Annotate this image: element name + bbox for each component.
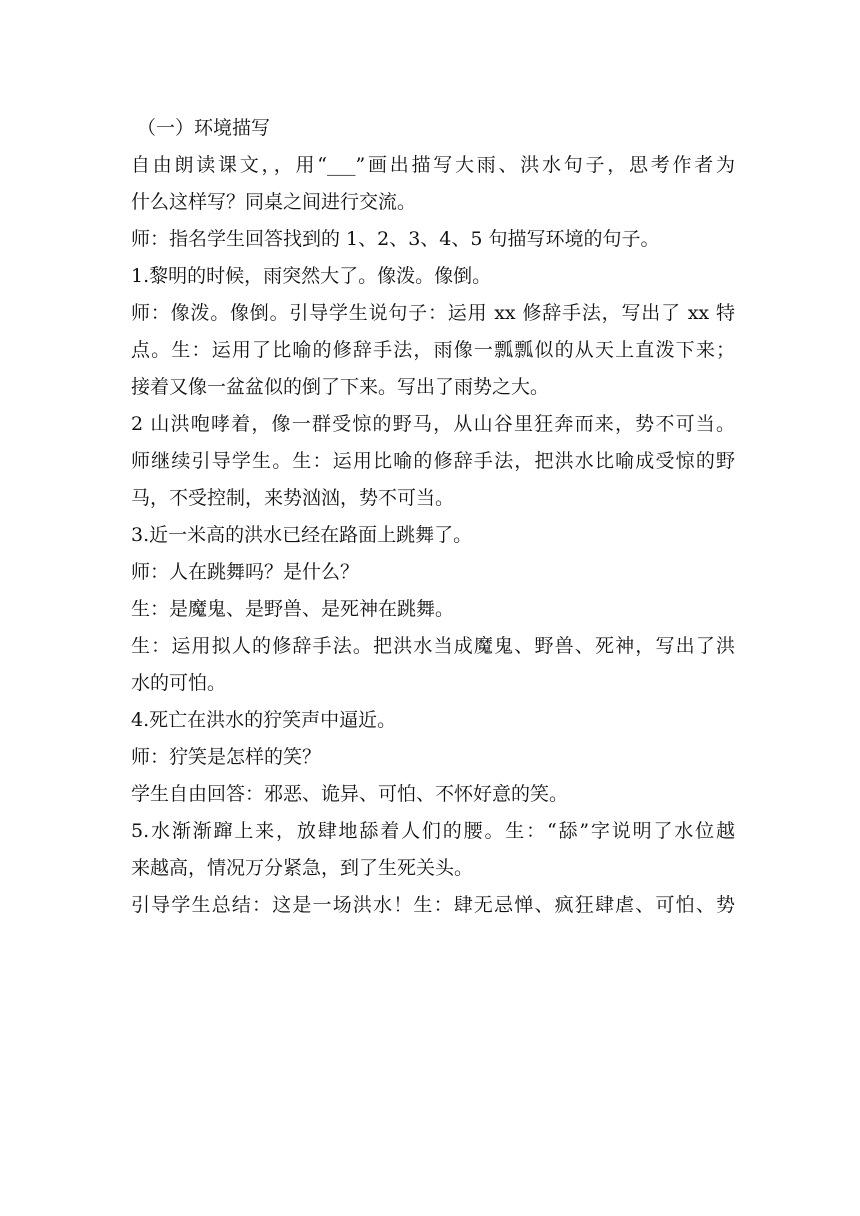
paragraph-line: 马，不受控制，来势汹汹，势不可当。 bbox=[131, 487, 455, 509]
paragraph-line: 1.黎明的时候，雨突然大了。像泼。像倒。 bbox=[131, 265, 492, 287]
paragraph-line: 3.近一米高的洪水已经在路面上跳舞了。 bbox=[131, 524, 473, 546]
paragraph-line: 生：运用拟人的修辞手法。把洪水当成魔鬼、野兽、死神，写出了洪 bbox=[131, 635, 735, 657]
paragraph-line: 师继续引导学生。生：运用比喻的修辞手法，把洪水比喻成受惊的野 bbox=[131, 450, 735, 472]
paragraph-line: 什么这样写？同桌之间进行交流。 bbox=[131, 191, 417, 213]
paragraph-line: 师：人在跳舞吗？是什么？ bbox=[131, 561, 360, 583]
paragraph-line: 2 山洪咆哮着，像一群受惊的野马，从山谷里狂奔而来，势不可当。 bbox=[131, 413, 735, 435]
paragraph-line: 接着又像一盆盆似的倒了下来。写出了雨势之大。 bbox=[131, 376, 550, 398]
paragraph-line: 5.水渐渐蹿上来，放肆地舔着人们的腰。生：“舔”字说明了水位越 bbox=[131, 820, 735, 842]
paragraph-line: 点。生：运用了比喻的修辞手法，雨像一瓢瓢似的从天上直泼下来； bbox=[131, 339, 735, 361]
paragraph-line: 引导学生总结：这是一场洪水！生：肆无忌惮、疯狂肆虐、可怕、势 bbox=[131, 894, 735, 916]
paragraph-line: 水的可怕。 bbox=[131, 672, 227, 694]
paragraph-line: 4.死亡在洪水的狞笑声中逼近。 bbox=[131, 709, 397, 731]
paragraph-line: 生：是魔鬼、是野兽、是死神在跳舞。 bbox=[131, 598, 455, 620]
document-body bbox=[131, 110, 735, 924]
paragraph-line: 师：狞笑是怎样的笑？ bbox=[131, 746, 322, 768]
section-heading: （一）环境描写 bbox=[137, 117, 271, 139]
paragraph-line: 师：指名学生回答找到的 1、2、3、4、5 句描写环境的句子。 bbox=[131, 228, 660, 250]
paragraph-line: 来越高，情况万分紧急，到了生死关头。 bbox=[131, 857, 474, 879]
paragraph-line: 学生自由回答：邪恶、诡异、可怕、不怀好意的笑。 bbox=[131, 783, 569, 805]
paragraph-line: 自由朗读课文，，用“___”画出描写大雨、洪水句子，思考作者为 bbox=[131, 154, 735, 176]
paragraph-line: 师：像泼。像倒。引导学生说句子：运用 xx 修辞手法，写出了 xx 特 bbox=[131, 302, 735, 324]
